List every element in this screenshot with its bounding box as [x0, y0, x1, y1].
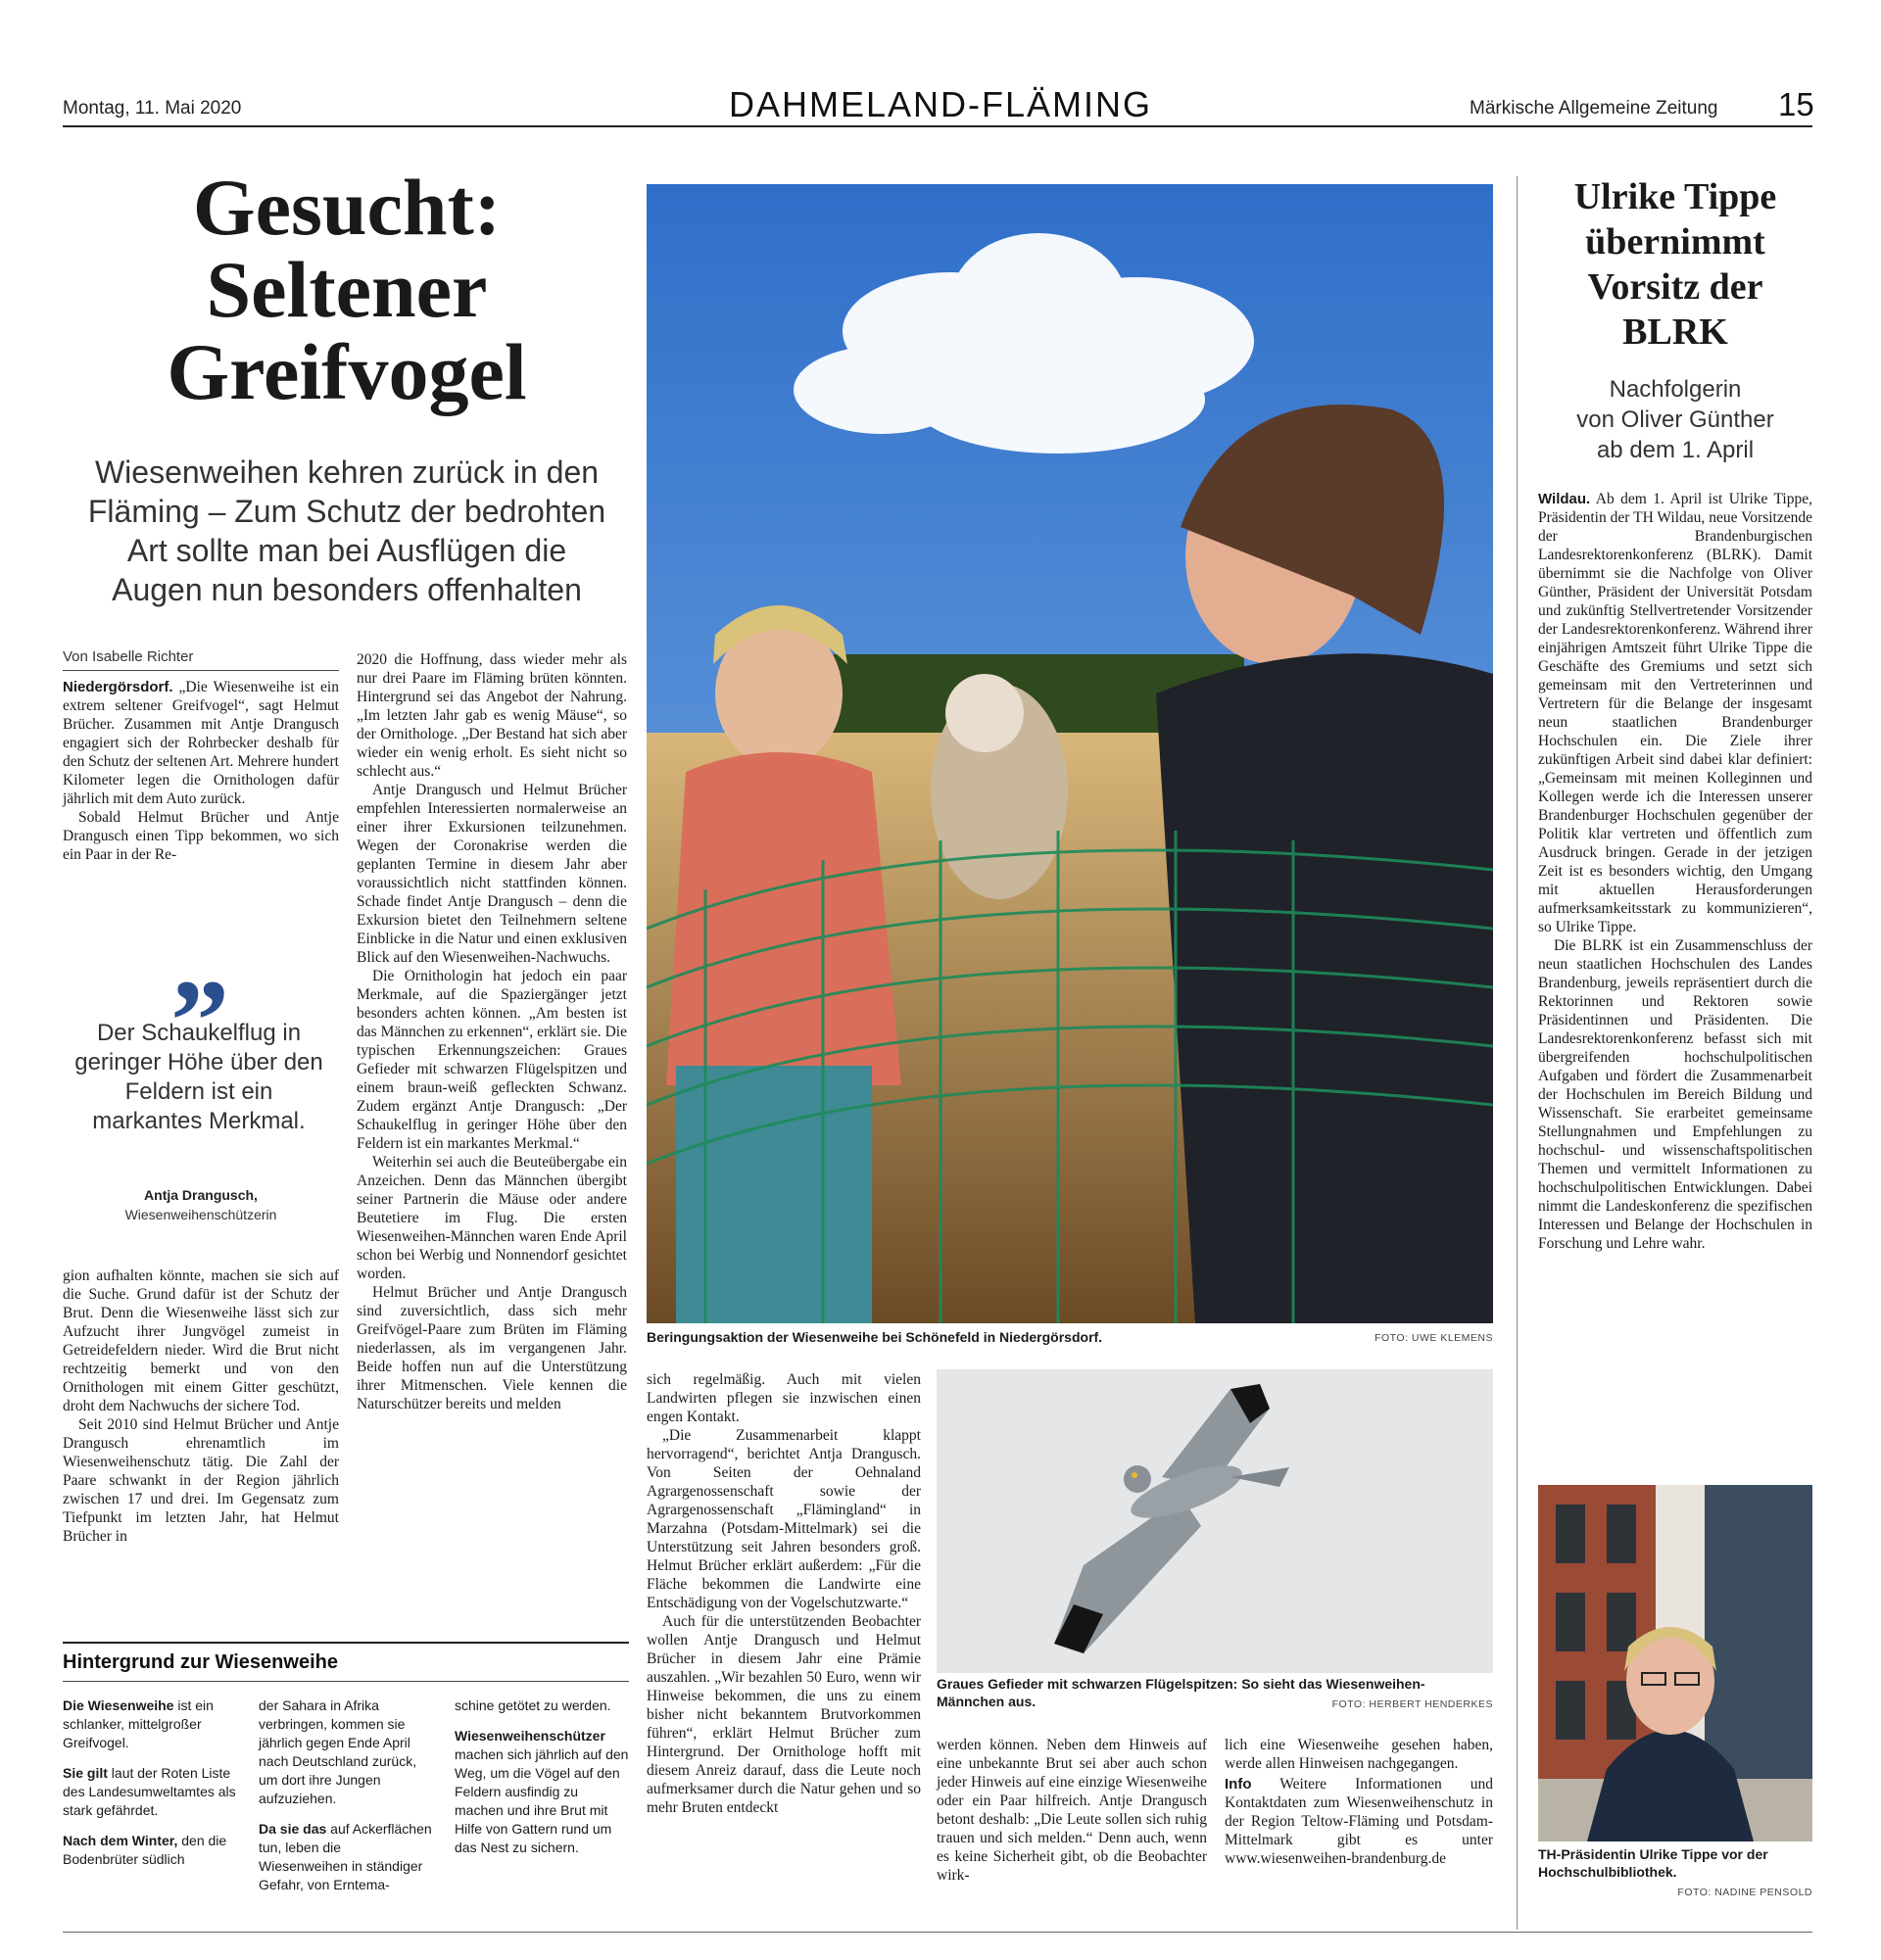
- infobox-text: der Sahara in Afrika verbringen, kommen sie jährlich gegen Ende April nach Deutschland zurück, um dort ihre Jungen aufzuziehen.: [259, 1697, 417, 1806]
- subheadline: [63, 453, 631, 609]
- infobox-keyword: Sie gilt: [63, 1765, 108, 1781]
- subheadline-line: Fläming – Zum Schutz der bedrohten: [87, 494, 606, 529]
- page-number: 15: [1778, 86, 1814, 122]
- infobox-text: den die Bodenbrüter südlich: [63, 1833, 227, 1867]
- paragraph: „Die Zusammenarbeit klappt hervorragend“, berichtet Antja Drangusch. Von Seiten der Oehnaland Agrargenossenschaft sowie der Agrargenossenschaft „Flämingland“ in Marzahna (Potsdam-Mittelmark) sei die Unterstützung seit Jahren besonders groß. Helmut Brücher erklärt außerdem: „Für die Fläche bekommen die Landwirte eine Entschädigung von der Vogelschutzwarte.“: [647, 1427, 921, 1611]
- infobox-text: laut der Roten Liste des Landesumweltamtes als stark gefährdet.: [63, 1765, 236, 1818]
- paragraph: Ab dem 1. April ist Ulrike Tippe, Präsidentin der TH Wildau, neue Vorsitzende der Brandenburgischen Landesrektorenkonferenz (BLRK). Damit übernimmt sie die Nachfolge von Oliver Günther, Präsident der Universität Potsdam und zukünftig Stellvertretender Vorsitzender der Landesrektorenkonferenz. Während ihrer einjährigen Amtszeit führt Ulrike Tippe die Geschäfte des Gremiums und setzt sich gemeinsam mit den Vertreterinnen und Vertretern für die Belange der insgesamt neun staatlichen Brandenburger Hochschulen ein. Die Ziele ihrer zukünftigen Arbeit sind dabei klar definiert: „Gemeinsam mit meinen Kolleginnen und Kollegen werde ich die Interessen unserer Brandenburger Hochschulen gegenüber der Politik klar vertreten und öffentlich zum Ausdruck bringen. Gerade in der jetzigen Zeit ist es besonders wichtig, den Umgang mit aktuellen Herausforderungen aufmerksamkeitsstark zu kommunizieren“, so Ulrike Tippe.: [1538, 491, 1812, 935]
- side-headline-line: übernimmt: [1585, 221, 1765, 263]
- side-headline-line: Ulrike Tippe: [1573, 176, 1777, 217]
- infobox-keyword: Da sie das: [259, 1821, 327, 1837]
- paragraph: 2020 die Hoffnung, dass wieder mehr als nur drei Paare im Fläming brüten könnten. Hintergrund sei das Angebot der Nahrung. „Im letzten Jahr gab es wenig Mäuse“, so der Ornithologe. „Der Bestand hat sich aber wieder ein wenig erholt. Es sieht nicht so schlecht aus.“: [357, 651, 627, 780]
- infobox-keyword: Nach dem Winter,: [63, 1833, 178, 1848]
- quote-mark: „: [171, 894, 230, 1025]
- side-headline-line: Vorsitz der: [1587, 266, 1763, 308]
- photo-banding-caption: Beringungsaktion der Wiesenweihe bei Schönefeld in Niedergörsdorf.: [647, 1329, 1103, 1345]
- paragraph: Die BLRK ist ein Zusammenschluss der neun staatlichen Hochschulen des Landes Brandenburg, jeweils repräsentiert durch die Rektorinnen und Rektoren sowie Präsidentinnen und Präsidenten. Die Landesrektorenkonferenz befasst sich mit übergreifenden hochschulpolitischen Aufgaben und fördert die Zusammenarbeit der Hochschulen im Bereich Bildung und Wissenschaft. Sie erarbeitet gemeinsame Stellungnahmen und Empfehlungen zu hochschul- und wissenschaftspolitischen Themen und vermittelt Informationen zu hochschulpolitischen Entwicklungen. Dabei nimmt die Landeskonferenz die spezifischen Interessen und Belange der Hochschulen in Forschung und Lehre wahr.: [1538, 937, 1812, 1252]
- paragraph: werden können. Neben dem Hinweis auf eine unbekannte Brut sei aber auch schon jeder Hinweis auf eine einzige Wiesenweihe oder ein Paar hilfreich. Antje Drangusch betont deshalb: „Die Leute sollen sich ruhig trauen und sich melden.“ Denn auch, wenn es keine Sicherheit gibt, ob die Beobachter wirk-: [937, 1737, 1207, 1884]
- subheadline-line: Wiesenweihen kehren zurück in den: [94, 454, 600, 490]
- paragraph: Antje Drangusch und Helmut Brücher empfehlen Interessierten normalerweise an einer ihrer Exkursionen teilzunehmen. Wegen der Coronakrise werden die geplanten Termine in diesem Jahr aber voraussichtlich nicht stattfinden können. Schade findet Antje Drangusch – denn die Exkursion bietet den Teilnehmern seltene Einblicke in die Natur und einen exklusiven Blick auf den Wiesenweihen-Nachwuchs.: [357, 782, 627, 966]
- paragraph: Sobald Helmut Brücher und Antje Drangusch einen Tipp bekommen, wo sich ein Paar in der Re-: [63, 809, 339, 863]
- side-dateline: Wildau.: [1538, 491, 1591, 507]
- photo-portrait-caption: TH-Präsidentin Ulrike Tippe vor der Hochschulbibliothek.: [1538, 1846, 1768, 1880]
- paragraph: sich regelmäßig. Auch mit vielen Landwirten pflegen sie inzwischen einen engen Kontakt.: [647, 1371, 921, 1425]
- paragraph: lich eine Wiesenweihe gesehen haben, werde allen Hinweisen nachgegangen.: [1225, 1737, 1493, 1772]
- photo-portrait-illustration: [1538, 1485, 1812, 1841]
- footer-rule: [63, 1932, 1812, 1933]
- issue-date: Montag, 11. Mai 2020: [63, 98, 242, 119]
- paragraph: Helmut Brücher und Antje Drangusch sind zuversichtlich, dass sich mehr Greifvögel-Paare zum Brüten im Fläming niederlassen, als im vergangenen Jahr. Beide hoffen nun auf die Unterstützung ihrer Mitmenschen. Viele kennen die Naturschützer bereits und melden: [357, 1284, 627, 1412]
- photo-banding-credit: FOTO: UWE KLEMENS: [1375, 1332, 1493, 1344]
- paragraph: Weiterhin sei auch die Beuteübergabe ein Anzeichen. Denn das Männchen übergibt seiner Partnerin die Mäuse oder andere Beutetiere im Flug. Die ersten Wiesenweihen-Männchen waren Ende April schon bei Werbig und Nonnendorf gesichtet worden.: [357, 1154, 627, 1282]
- paragraph: „Die Wiesenweihe ist ein extrem seltener Greifvogel“, sagt Helmut Brücher. Zusammen mit Antje Drangusch engagiert sich der Rohrbecker deshalb für den Schutz der seltenen Art. Mehrere hundert Kilometer legen die Ornithologen dafür jährlich mit dem Auto zurück.: [63, 679, 339, 807]
- article-column-5: [1225, 1736, 1493, 1868]
- side-headline: [1538, 174, 1812, 355]
- side-sub-line: von Oliver Günther: [1576, 406, 1774, 433]
- article-column-4: [937, 1736, 1207, 1885]
- infobox-column-2: [259, 1697, 433, 1906]
- pull-quote: Der Schaukelflug in geringer Höhe über den Feldern ist ein markantes Merkmal.: [74, 1020, 323, 1134]
- infobox-top-rule: [63, 1642, 629, 1644]
- info-text: Weitere Informationen und Kontaktdaten zum Wiesenweihenschutz in der Region Teltow-Fläming und Potsdam-Mittelmark gibt es unter www.wiesenweihen-brandenburg.de: [1225, 1776, 1493, 1867]
- side-sub-line: Nachfolgerin: [1609, 376, 1742, 403]
- subheadline-line: Augen nun besonders offenhalten: [112, 572, 582, 607]
- paragraph: gion aufhalten könnte, machen sie sich auf die Suche. Grund dafür ist der Schutz der Brut. Denn die Wiesenweihe lässt sich zur Aufzucht ihrer Jungvögel zumeist in Getreidefeldern nieder. Wird die Brut nicht rechtzeitig bemerkt und von den Ornithologen mit einem Gitter geschützt, droht dem Nachwuchs der sichere Tod.: [63, 1267, 339, 1414]
- infobox-column-1: [63, 1697, 237, 1881]
- article-column-2: [357, 650, 627, 1413]
- infobox-keyword: Die Wiesenweihe: [63, 1697, 174, 1713]
- photo-harrier-caption: Graues Gefieder mit schwarzen Flügelspitzen: So sieht das Wiesenweihen-Männchen aus.: [937, 1676, 1425, 1709]
- infobox-text: auf Ackerflächen tun, leben die Wiesenweihen in ständiger Gefahr, von Erntema-: [259, 1821, 432, 1892]
- side-article-body: [1538, 490, 1812, 1253]
- infobox-keyword: Wiesenweihenschützer: [455, 1728, 605, 1744]
- paragraph: Die Ornithologin hat jedoch ein paar Merkmale, auf die Spaziergänger jetzt besonders achten können. „Am besten ist das Männchen zu erkennen“, erklärt sie. Die typischen Erkennungszeichen: Graues Gefieder mit schwarzen Flügelspitzen und einem braun-weiß gefleckten Schwanz. Zudem ergänzt Antje Drangusch: „Der Schaukelflug in geringer Höhe über den Feldern ist ein markantes Merkmal.“: [357, 968, 627, 1152]
- photo-banding-illustration: [647, 184, 1493, 1323]
- section-title: DAHMELAND-FLÄMING: [728, 84, 1153, 124]
- headline-line: Greifvogel: [167, 327, 527, 416]
- dateline: Niedergörsdorf.: [63, 679, 173, 695]
- article-column-1-cont: [63, 1267, 339, 1546]
- info-label: Info: [1225, 1776, 1252, 1793]
- infobox-title-rule: [63, 1681, 629, 1682]
- infobox-title: Hintergrund zur Wiesenweihe: [63, 1651, 338, 1673]
- paragraph: Auch für die unterstützenden Beobachter wollen Antje Drangusch und Helmut Brücher in diesem Jahr eine Prämie auszahlen. „Wir bezahlen 50 Euro, wenn wir Hinweise bekommen, die uns zu einem bisher nicht bekanntem Brutvorkommen führen“, erklärt Helmut Brücher zum Hintergrund. Der Ornithologe hofft mit diesem Anreiz darauf, dass die Leute noch aufmerksamer durch die Natur gehen und so mehr Bruten entdeckt: [647, 1613, 921, 1816]
- subheadline-line: Art sollte man bei Ausflügen die: [126, 533, 567, 568]
- photo-harrier: [937, 1369, 1493, 1673]
- infobox-text: machen sich jährlich auf den Weg, um die Vögel auf den Feldern ausfindig zu machen und ihre Brut mit Hilfe von Gattern rund um das Nest zu sichern.: [455, 1746, 629, 1855]
- byline-rule: [63, 670, 339, 671]
- photo-portrait: [1538, 1485, 1812, 1841]
- paragraph: Seit 2010 sind Helmut Brücher und Antje Drangusch ehrenamtlich im Wiesenweihenschutz tätig. Die Zahl der Paare schwankt in der Region jährlich zwischen 17 und drei. Im Gegensatz zum Tiefpunkt im letzten Jahr, hat Helmut Brücher in: [63, 1416, 339, 1545]
- quote-role: Wiesenweihenschützerin: [124, 1207, 277, 1222]
- infobox-text: ist ein schlanker, mittelgroßer Greifvogel.: [63, 1697, 214, 1750]
- newspaper-name: Märkische Allgemeine Zeitung: [1470, 98, 1718, 119]
- side-subheadline: [1538, 374, 1812, 465]
- photo-harrier-credit: FOTO: HERBERT HENDERKES: [1331, 1698, 1493, 1710]
- photo-banding: [647, 184, 1493, 1323]
- side-column-rule: [1517, 176, 1518, 1930]
- headline: [63, 163, 631, 416]
- byline: Von Isabelle Richter: [63, 648, 194, 665]
- header-rule: [63, 125, 1812, 127]
- side-headline-line: BLRK: [1622, 311, 1728, 353]
- infobox-column-3: [455, 1697, 629, 1869]
- side-sub-line: ab dem 1. April: [1596, 437, 1755, 463]
- article-column-3: [647, 1370, 921, 1817]
- infobox-text: schine getötet zu werden.: [455, 1697, 611, 1713]
- photo-harrier-illustration: [937, 1369, 1493, 1673]
- quote-author: Antja Drangusch,: [144, 1187, 258, 1203]
- headline-line: Gesucht:: [192, 163, 502, 252]
- article-column-1: [63, 678, 339, 864]
- photo-portrait-credit: FOTO: NADINE PENSOLD: [1677, 1887, 1812, 1898]
- headline-line: Seltener: [206, 245, 488, 334]
